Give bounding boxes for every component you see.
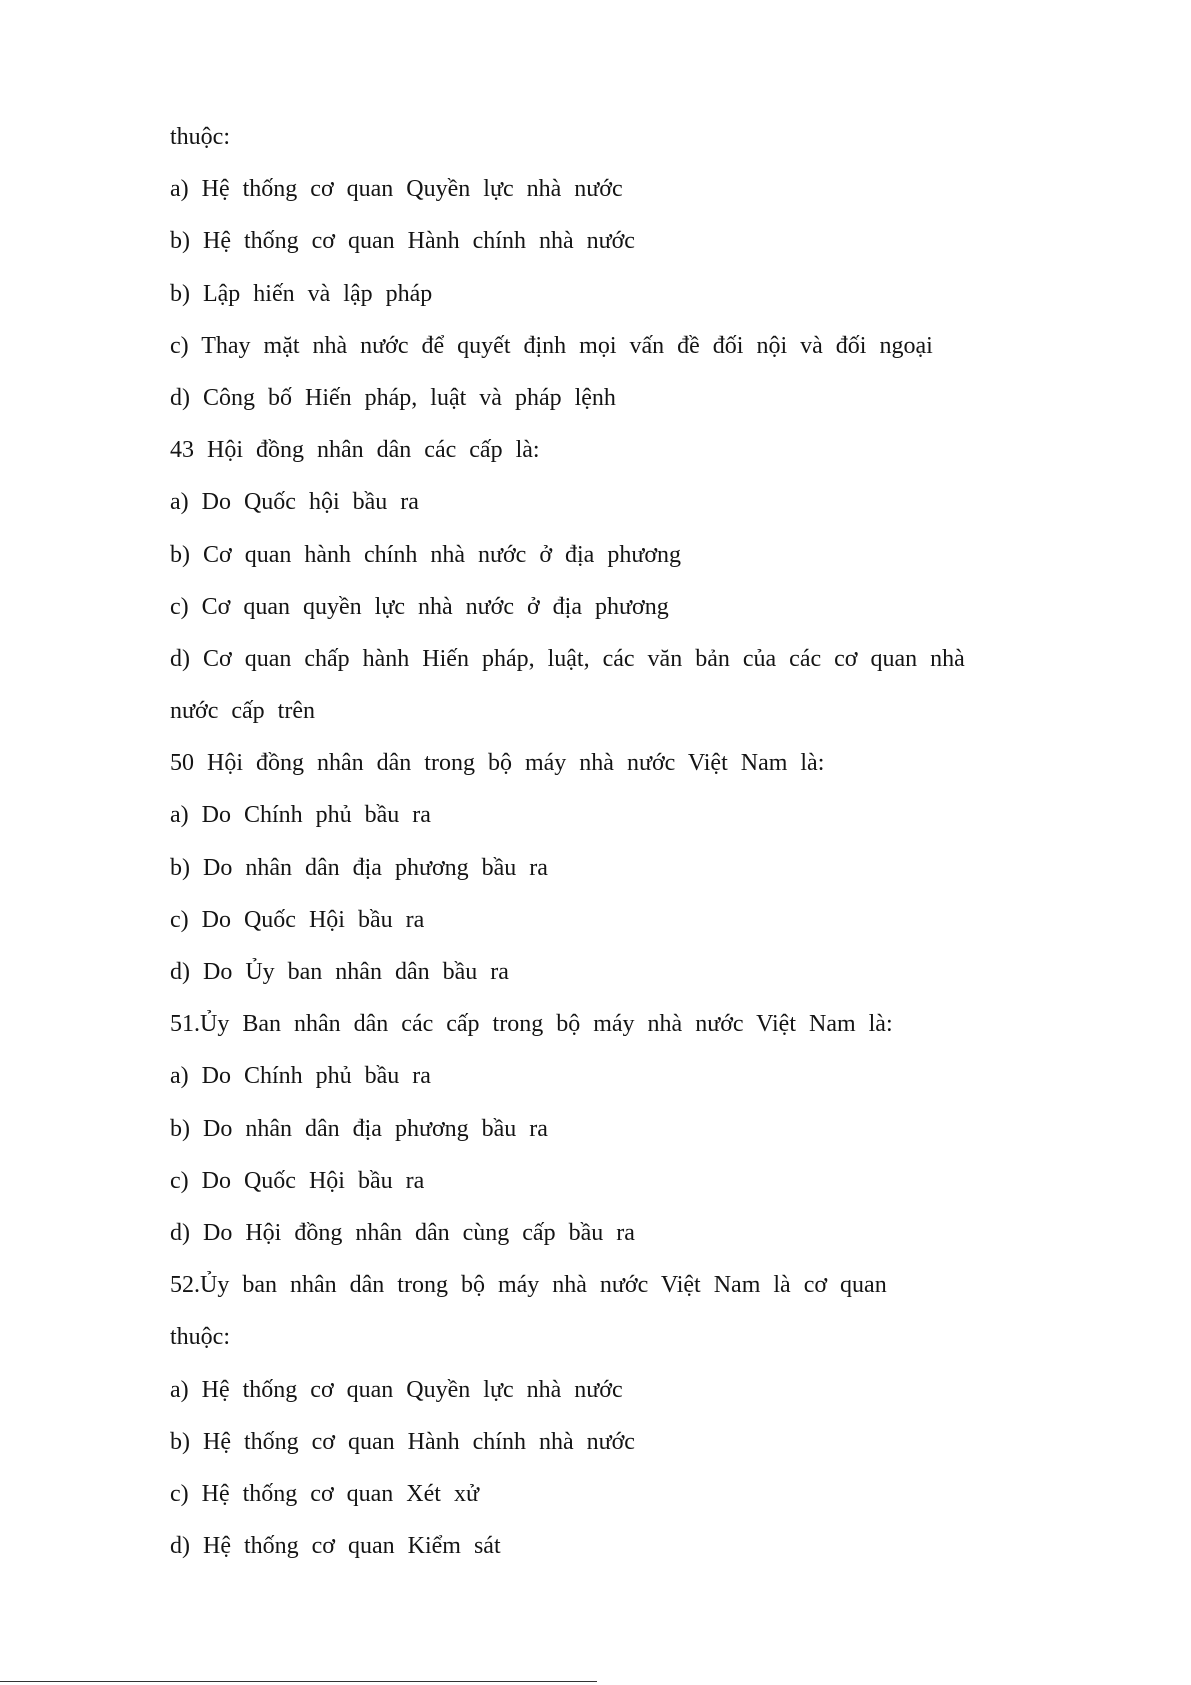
document-body xyxy=(170,117,1150,1578)
text-line: b) Hệ thống cơ quan Hành chính nhà nước xyxy=(170,1428,635,1455)
text-line: 51.Ủy Ban nhân dân các cấp trong bộ máy nhà nước Việt Nam là: xyxy=(170,1011,893,1038)
text-line: a) Do Chính phủ bầu ra xyxy=(170,1063,431,1090)
text-line: 43 Hội đồng nhân dân các cấp là: xyxy=(170,437,540,464)
text-line: d) Do Hội đồng nhân dân cùng cấp bầu ra xyxy=(170,1219,635,1246)
text-line: thuộc: xyxy=(170,124,230,150)
text-line: d) Công bố Hiến pháp, luật và pháp lệnh xyxy=(170,384,616,411)
text-line: a) Hệ thống cơ quan Quyền lực nhà nước xyxy=(170,1376,623,1403)
text-line: a) Do Chính phủ bầu ra xyxy=(170,802,431,829)
text-line: d) Hệ thống cơ quan Kiểm sát xyxy=(170,1533,501,1560)
text-line: d) Do Ủy ban nhân dân bầu ra xyxy=(170,959,509,985)
text-line: b) Cơ quan hành chính nhà nước ở địa phương xyxy=(170,541,682,568)
text-line: b) Lập hiến và lập pháp xyxy=(170,280,433,307)
text-line: c) Hệ thống cơ quan Xét xử xyxy=(170,1480,479,1507)
text-line: c) Thay mặt nhà nước để quyết định mọi vấn đề đối nội và đối ngoại xyxy=(170,332,933,359)
text-line: d) Cơ quan chấp hành Hiến pháp, luật, các văn bản của các cơ quan nhà xyxy=(170,645,965,672)
text-line: 50 Hội đồng nhân dân trong bộ máy nhà nước Việt Nam là: xyxy=(170,750,825,777)
footer-rule xyxy=(0,1681,597,1682)
text-line: c) Cơ quan quyền lực nhà nước ở địa phương xyxy=(170,593,669,620)
text-line: 52.Ủy ban nhân dân trong bộ máy nhà nước Việt Nam là cơ quan xyxy=(170,1272,887,1299)
text-line: c) Do Quốc Hội bầu ra xyxy=(170,1167,425,1194)
text-line: thuộc: xyxy=(170,1324,230,1351)
text-line: c) Do Quốc Hội bầu ra xyxy=(170,906,425,933)
text-line: b) Do nhân dân địa phương bầu ra xyxy=(170,1115,548,1142)
text-line: b) Hệ thống cơ quan Hành chính nhà nước xyxy=(170,228,635,255)
text-line: b) Do nhân dân địa phương bầu ra xyxy=(170,854,548,881)
text-line: a) Hệ thống cơ quan Quyền lực nhà nước xyxy=(170,176,623,203)
text-line: nước cấp trên xyxy=(170,698,315,725)
text-line: a) Do Quốc hội bầu ra xyxy=(170,489,419,516)
